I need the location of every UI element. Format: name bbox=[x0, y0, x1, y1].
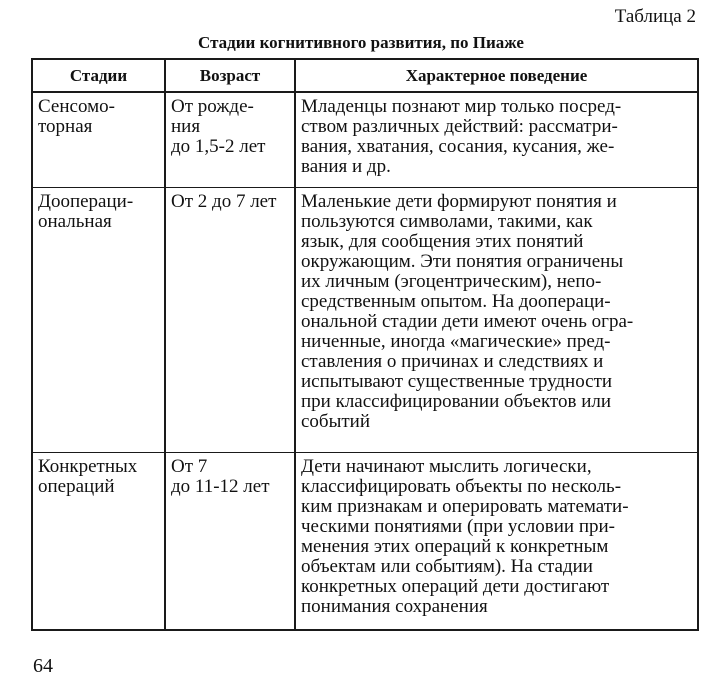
behavior-cell bbox=[295, 188, 698, 453]
cell-line: конкретных операций дети достигают bbox=[301, 576, 610, 597]
cell-line: ставления о причинах и следствиях и bbox=[301, 351, 604, 372]
column-header-stage: Стадии bbox=[32, 59, 165, 92]
table-header-row bbox=[32, 59, 698, 92]
cell-line: ональной стадии дети имеют очень огра- bbox=[301, 311, 634, 332]
behavior-cell bbox=[295, 92, 698, 188]
age-cell bbox=[165, 92, 295, 188]
behavior-cell bbox=[295, 453, 698, 631]
cell-line: испытывают существенные трудности bbox=[301, 371, 613, 392]
cell-line: ким признакам и оперировать математи- bbox=[301, 496, 629, 517]
table-row bbox=[32, 188, 698, 453]
cell-line: средственным опытом. На доопераци- bbox=[301, 291, 611, 312]
column-header-behavior: Характерное поведение bbox=[295, 59, 698, 92]
stage-cell bbox=[32, 453, 165, 631]
cell-line: операций bbox=[38, 476, 115, 497]
cell-line: Сенсомо- bbox=[38, 96, 115, 117]
cell-line: От 7 bbox=[171, 456, 208, 477]
table-row bbox=[32, 453, 698, 631]
cell-line: ческими понятиями (при условии при- bbox=[301, 516, 616, 537]
cell-line: классифицировать объекты по несколь- bbox=[301, 476, 622, 497]
age-cell bbox=[165, 188, 295, 453]
cell-line: язык, для сообщения этих понятий bbox=[301, 231, 584, 252]
column-header-age: Возраст bbox=[165, 59, 295, 92]
cell-line: ством различных действий: рассматри- bbox=[301, 116, 618, 137]
cell-line: их личным (эгоцентрическим), непо- bbox=[301, 271, 602, 292]
cell-line: торная bbox=[38, 116, 93, 137]
cell-line: вания и др. bbox=[301, 156, 391, 177]
cell-line: Маленькие дети формируют понятия и bbox=[301, 191, 617, 212]
stage-cell bbox=[32, 92, 165, 188]
cell-line: вания, хватания, сосания, кусания, же- bbox=[301, 136, 615, 157]
cell-line: событий bbox=[301, 411, 371, 432]
cell-line: Доопераци- bbox=[38, 191, 134, 212]
cell-line: объектам или событиям). На стадии bbox=[301, 556, 593, 577]
cell-line: понимания сохранения bbox=[301, 596, 488, 617]
cell-line: менения этих операций к конкретным bbox=[301, 536, 609, 557]
age-cell bbox=[165, 453, 295, 631]
cell-line: пользуются символами, такими, как bbox=[301, 211, 593, 232]
cell-line: Дети начинают мыслить логически, bbox=[301, 456, 592, 477]
table-title: Стадии когнитивного развития, по Пиаже bbox=[198, 33, 524, 52]
cell-line: до 1,5-2 лет bbox=[171, 136, 266, 157]
cell-line: Младенцы познают мир только посред- bbox=[301, 96, 622, 117]
table-number: Таблица 2 bbox=[614, 6, 696, 27]
table-row bbox=[32, 92, 698, 188]
cell-line: Конкретных bbox=[38, 456, 138, 477]
cell-line: до 11-12 лет bbox=[171, 476, 270, 497]
page-number: 64 bbox=[33, 655, 53, 677]
cell-line: От рожде- bbox=[171, 96, 254, 117]
stage-cell bbox=[32, 188, 165, 453]
piaget-stages-table bbox=[31, 58, 699, 631]
cell-line: От 2 до 7 лет bbox=[171, 191, 277, 212]
cell-line: ниченные, иногда «магические» пред- bbox=[301, 331, 611, 352]
cell-line: окружающим. Эти понятия ограничены bbox=[301, 251, 624, 272]
cell-line: ональная bbox=[38, 211, 112, 232]
cell-line: ния bbox=[171, 116, 201, 137]
cell-line: при классифицировании объектов или bbox=[301, 391, 612, 412]
